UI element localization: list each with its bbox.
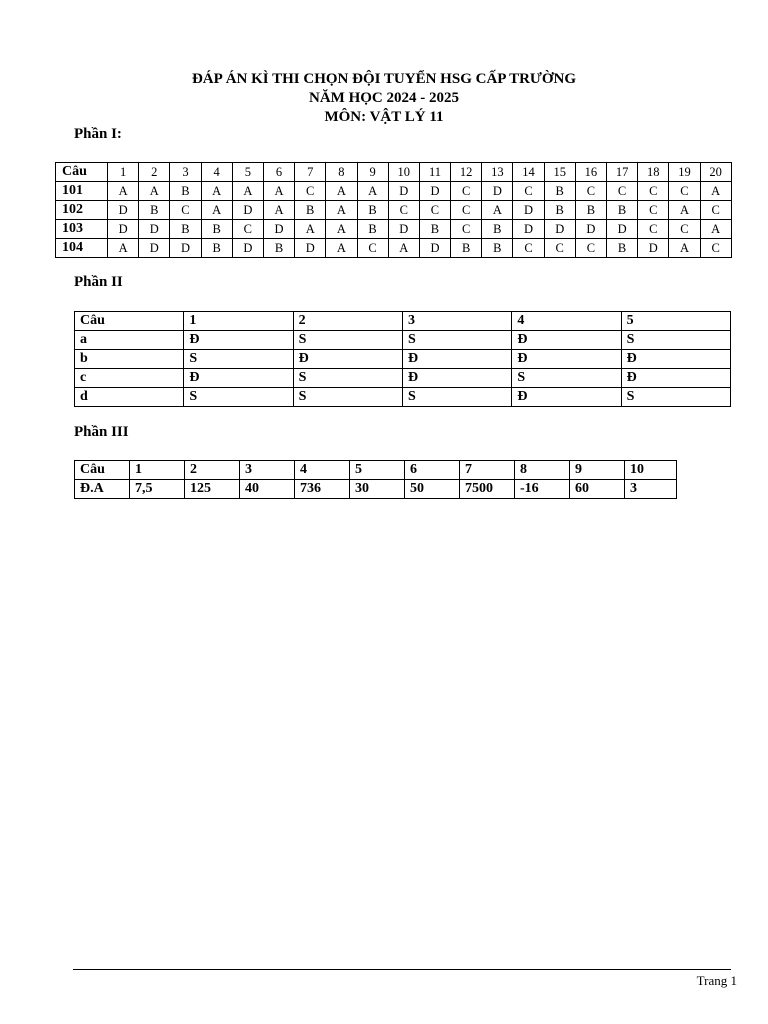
answer-cell: C	[607, 182, 638, 201]
answer-cell: D	[108, 201, 139, 220]
statement-cell: d	[75, 388, 184, 407]
table-header-cell: 17	[607, 163, 638, 182]
table-header-row	[75, 461, 677, 480]
table-row	[75, 331, 731, 350]
answer-cell: Đ	[621, 369, 730, 388]
answer-cell: D	[139, 239, 170, 258]
answer-cell: B	[263, 239, 294, 258]
answer-cell: B	[295, 201, 326, 220]
table-header-cell: Câu	[56, 163, 108, 182]
table-header-cell: 4	[512, 312, 621, 331]
table-header-cell: 6	[263, 163, 294, 182]
table-row	[75, 388, 731, 407]
answer-cell: C	[232, 220, 263, 239]
answer-cell: C	[700, 201, 731, 220]
answer-cell: 60	[570, 480, 625, 499]
table-header-cell: 1	[108, 163, 139, 182]
table-row	[56, 239, 732, 258]
answer-cell: 736	[295, 480, 350, 499]
table-header-cell: 19	[669, 163, 700, 182]
answer-cell: A	[388, 239, 419, 258]
answer-cell: C	[295, 182, 326, 201]
table-header-cell: 10	[388, 163, 419, 182]
exam-code-cell: 101	[56, 182, 108, 201]
answer-cell: C	[669, 220, 700, 239]
part3-answer-table	[74, 460, 677, 499]
answer-cell: S	[184, 350, 293, 369]
answer-cell: -16	[515, 480, 570, 499]
table-header-cell: 5	[232, 163, 263, 182]
answer-cell: A	[326, 182, 357, 201]
answer-cell: A	[700, 182, 731, 201]
table-header-cell: 8	[515, 461, 570, 480]
answer-cell: D	[388, 220, 419, 239]
answer-cell: 7500	[460, 480, 515, 499]
answer-cell: B	[170, 182, 201, 201]
table-header-row	[56, 163, 732, 182]
answer-cell: A	[326, 201, 357, 220]
answer-cell: B	[482, 239, 513, 258]
answer-cell: C	[575, 182, 606, 201]
table-row	[56, 201, 732, 220]
answer-cell: C	[513, 239, 544, 258]
answer-cell: C	[638, 201, 669, 220]
answer-cell: D	[513, 220, 544, 239]
part2-answer-table	[74, 311, 731, 407]
answer-cell: C	[451, 201, 482, 220]
answer-cell: A	[201, 182, 232, 201]
table-header-cell: 5	[350, 461, 405, 480]
answer-cell: C	[638, 182, 669, 201]
table-header-cell: 3	[240, 461, 295, 480]
table-header-cell: 2	[185, 461, 240, 480]
answer-cell: D	[108, 220, 139, 239]
answer-cell: D	[575, 220, 606, 239]
answer-cell: A	[295, 220, 326, 239]
answer-cell: C	[638, 220, 669, 239]
exam-code-cell: 103	[56, 220, 108, 239]
table-header-cell: Câu	[75, 461, 130, 480]
answer-cell: S	[402, 388, 511, 407]
answer-cell: D	[513, 201, 544, 220]
answer-cell: B	[201, 239, 232, 258]
document-title: ĐÁP ÁN KÌ THI CHỌN ĐỘI TUYỂN HSG CẤP TRƯỜNG	[191, 71, 577, 87]
answer-cell: S	[293, 331, 402, 350]
table-header-cell: Câu	[75, 312, 184, 331]
part1-label: Phần I:	[74, 126, 122, 142]
answer-cell: Đ	[293, 350, 402, 369]
answer-cell: A	[669, 239, 700, 258]
answer-cell: S	[621, 331, 730, 350]
answer-cell: B	[357, 220, 388, 239]
table-header-cell: 1	[130, 461, 185, 480]
answer-cell: 40	[240, 480, 295, 499]
answer-cell: A	[263, 182, 294, 201]
answer-cell: S	[293, 369, 402, 388]
table-header-cell: 3	[402, 312, 511, 331]
answer-cell: D	[170, 239, 201, 258]
table-header-cell: 8	[326, 163, 357, 182]
answer-cell: B	[357, 201, 388, 220]
answer-cell: D	[139, 220, 170, 239]
answer-cell: C	[700, 239, 731, 258]
table-header-cell: 6	[405, 461, 460, 480]
answer-cell: C	[451, 182, 482, 201]
answer-cell: A	[700, 220, 731, 239]
answer-cell: D	[232, 239, 263, 258]
answer-cell: 3	[625, 480, 677, 499]
answer-cell: Đ	[512, 388, 621, 407]
answer-cell: C	[451, 220, 482, 239]
table-header-cell: 16	[575, 163, 606, 182]
table-header-cell: 2	[293, 312, 402, 331]
answer-cell: 7,5	[130, 480, 185, 499]
answer-cell: A	[201, 201, 232, 220]
answer-cell: D	[263, 220, 294, 239]
answer-cell: Đ	[402, 350, 511, 369]
table-header-cell: 13	[482, 163, 513, 182]
answer-cell: D	[638, 239, 669, 258]
answer-cell: B	[544, 201, 575, 220]
answer-cell: C	[388, 201, 419, 220]
table-header-cell: 4	[295, 461, 350, 480]
table-header-cell: 11	[419, 163, 450, 182]
page-number: Trang 1	[696, 973, 737, 988]
table-header-cell: 12	[451, 163, 482, 182]
subject-title: MÔN: VẬT LÝ 11	[324, 109, 444, 125]
answer-cell: D	[419, 239, 450, 258]
answer-cell: B	[419, 220, 450, 239]
part1-answer-table	[55, 162, 732, 258]
school-year: NĂM HỌC 2024 - 2025	[309, 90, 459, 106]
answer-cell: Đ	[512, 350, 621, 369]
answer-cell: B	[170, 220, 201, 239]
answer-cell: A	[232, 182, 263, 201]
answer-cell: D	[419, 182, 450, 201]
statement-cell: b	[75, 350, 184, 369]
table-header-cell: 20	[700, 163, 731, 182]
answer-cell: A	[326, 239, 357, 258]
answer-cell: A	[108, 182, 139, 201]
answer-cell: B	[139, 201, 170, 220]
statement-cell: c	[75, 369, 184, 388]
answer-cell: Đ	[512, 331, 621, 350]
answer-cell: B	[544, 182, 575, 201]
answer-cell: S	[512, 369, 621, 388]
row-label-cell: Đ.A	[75, 480, 130, 499]
table-header-cell: 7	[295, 163, 326, 182]
table-header-cell: 1	[184, 312, 293, 331]
answer-cell: D	[295, 239, 326, 258]
answer-cell: 50	[405, 480, 460, 499]
answer-cell: S	[184, 388, 293, 407]
answer-cell: S	[293, 388, 402, 407]
answer-cell: D	[232, 201, 263, 220]
table-header-cell: 18	[638, 163, 669, 182]
answer-cell: S	[621, 388, 730, 407]
answer-cell: A	[357, 182, 388, 201]
table-header-cell: 4	[201, 163, 232, 182]
table-header-cell: 7	[460, 461, 515, 480]
answer-cell: A	[108, 239, 139, 258]
answer-cell: Đ	[402, 369, 511, 388]
answer-cell: S	[402, 331, 511, 350]
answer-cell: B	[607, 201, 638, 220]
table-header-cell: 9	[357, 163, 388, 182]
answer-cell: C	[513, 182, 544, 201]
table-row	[56, 220, 732, 239]
answer-cell: B	[607, 239, 638, 258]
table-header-cell: 5	[621, 312, 730, 331]
answer-cell: A	[669, 201, 700, 220]
answer-cell: 30	[350, 480, 405, 499]
part3-label: Phần III	[74, 424, 129, 440]
table-header-cell: 9	[570, 461, 625, 480]
table-row	[75, 350, 731, 369]
table-row	[56, 182, 732, 201]
answer-cell: A	[263, 201, 294, 220]
answer-cell: Đ	[184, 369, 293, 388]
answer-cell: Đ	[184, 331, 293, 350]
table-row	[75, 480, 677, 499]
answer-cell: B	[201, 220, 232, 239]
answer-cell: D	[482, 182, 513, 201]
answer-cell: B	[482, 220, 513, 239]
table-header-row	[75, 312, 731, 331]
answer-cell: C	[544, 239, 575, 258]
answer-cell: D	[388, 182, 419, 201]
part2-label: Phần II	[74, 274, 123, 290]
exam-code-cell: 104	[56, 239, 108, 258]
answer-cell: B	[575, 201, 606, 220]
table-row	[75, 369, 731, 388]
table-header-cell: 2	[139, 163, 170, 182]
answer-cell: 125	[185, 480, 240, 499]
answer-cell: B	[451, 239, 482, 258]
table-header-cell: 15	[544, 163, 575, 182]
exam-code-cell: 102	[56, 201, 108, 220]
table-header-cell: 10	[625, 461, 677, 480]
answer-cell: A	[482, 201, 513, 220]
answer-cell: C	[170, 201, 201, 220]
answer-cell: D	[544, 220, 575, 239]
table-header-cell: 3	[170, 163, 201, 182]
footer-divider	[73, 969, 731, 970]
answer-cell: A	[326, 220, 357, 239]
statement-cell: a	[75, 331, 184, 350]
table-header-cell: 14	[513, 163, 544, 182]
answer-cell: C	[669, 182, 700, 201]
answer-cell: Đ	[621, 350, 730, 369]
answer-cell: C	[419, 201, 450, 220]
answer-cell: A	[139, 182, 170, 201]
answer-cell: D	[607, 220, 638, 239]
answer-cell: C	[357, 239, 388, 258]
answer-cell: C	[575, 239, 606, 258]
